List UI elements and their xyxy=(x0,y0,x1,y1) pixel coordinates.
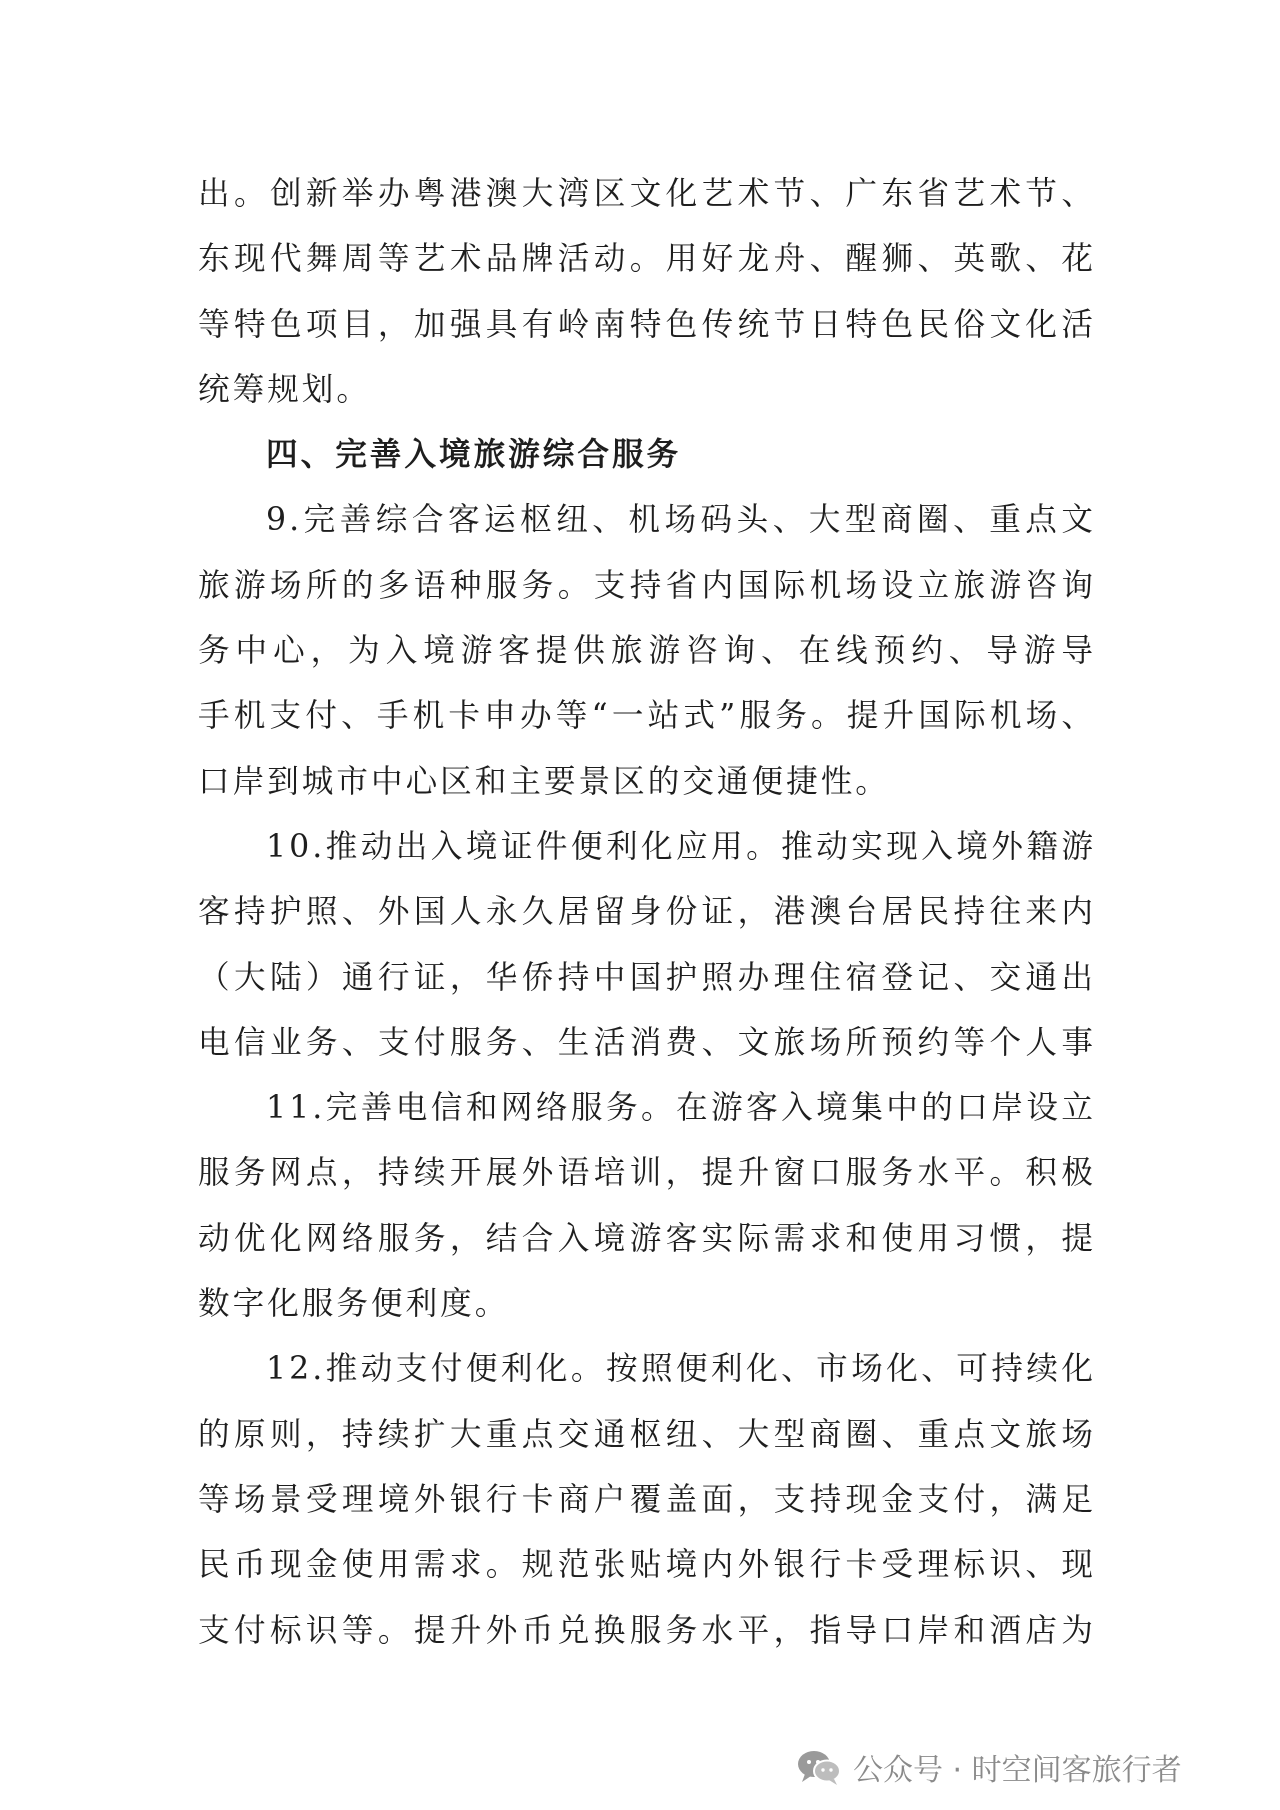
body-line: 手机支付、手机卡申办等“一站式”服务。提升国际机场、 xyxy=(198,698,1096,735)
item-11-first-line: 11.完善电信和网络服务。在游客入境集中的口岸设立 xyxy=(266,1090,1096,1127)
body-line: 的原则，持续扩大重点交通枢纽、大型商圈、重点文旅场 xyxy=(198,1416,1096,1453)
item-10-first-line: 10.推动出入境证件便利化应用。推动实现入境外籍游 xyxy=(266,828,1096,865)
body-line: 旅游场所的多语种服务。支持省内国际机场设立旅游咨询 xyxy=(198,567,1096,604)
body-line: 出。创新举办粤港澳大湾区文化艺术节、广东省艺术节、 xyxy=(198,176,1096,212)
body-line: 东现代舞周等艺术品牌活动。用好龙舟、醒狮、英歌、花 xyxy=(198,241,1096,278)
item-12-first-line: 12.推动支付便利化。按照便利化、市场化、可持续化 xyxy=(266,1351,1096,1388)
watermark-text: 公众号 · 时空间客旅行者 xyxy=(853,1753,1182,1788)
body-line: 等场景受理境外银行卡商户覆盖面，支持现金支付，满足 xyxy=(198,1481,1096,1518)
body-line: 支付标识等。提升外币兑换服务水平，指导口岸和酒店为 xyxy=(198,1612,1096,1649)
body-line: 电信业务、支付服务、生活消费、文旅场所预约等个人事 xyxy=(198,1024,1096,1061)
watermark xyxy=(795,1745,1182,1789)
body-line: 口岸到城市中心区和主要景区的交通便捷性。 xyxy=(198,763,890,800)
body-line: 客持护照、外国人永久居留身份证，港澳台居民持往来内 xyxy=(198,894,1096,931)
body-line: 民币现金使用需求。规范张贴境内外银行卡受理标识、现 xyxy=(198,1547,1096,1584)
document-page xyxy=(198,162,1096,1664)
body-line: 统筹规划。 xyxy=(198,371,371,408)
wechat-icon xyxy=(795,1747,845,1787)
body-line: 务中心，为入境游客提供旅游咨询、在线预约、导游导 xyxy=(198,633,1096,670)
item-9-first-line: 9.完善综合客运枢纽、机场码头、大型商圈、重点文 xyxy=(266,502,1096,539)
body-line: 动优化网络服务，结合入境游客实际需求和使用习惯，提 xyxy=(198,1220,1096,1257)
body-line: （大陆）通行证，华侨持中国护照办理住宿登记、交通出 xyxy=(198,959,1096,996)
section-heading: 四、完善入境旅游综合服务 xyxy=(266,437,682,474)
body-line: 等特色项目，加强具有岭南特色传统节日特色民俗文化活 xyxy=(198,306,1096,343)
body-line: 数字化服务便利度。 xyxy=(198,1286,510,1323)
body-line: 服务网点，持续开展外语培训，提升窗口服务水平。积极 xyxy=(198,1155,1096,1192)
